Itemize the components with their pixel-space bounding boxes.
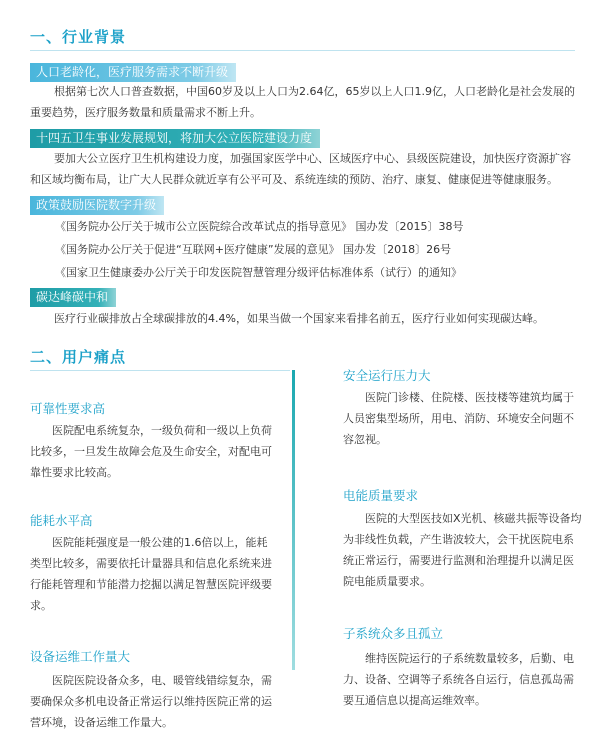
section-rule: [30, 370, 290, 371]
column-divider: [292, 370, 295, 670]
pain-point-title: 电能质量要求: [343, 488, 419, 503]
heading-policy: [30, 194, 164, 215]
policy-reference: 《国务院办公厅关于促进“互联网+医疗健康”发展的意见》 国办发〔2018〕26号: [55, 243, 452, 256]
policy-reference: 《国务院办公厅关于城市公立医院综合改革试点的指导意见》 国办发〔2015〕38号: [55, 220, 464, 233]
heading-carbon-label: 碳达峰碳中和: [30, 288, 116, 307]
paragraph-14th-plan: 要加大公立医疗卫生机构建设力度，加强国家医学中心、区域医疗中心、县级医院建设，加快医疗资源扩容和区域均衡布局，让广大人民群众就近享有公平可及、系统连续的预防、治疗、康复、健康促进等健康服务。: [30, 152, 571, 186]
policy-reference: 《国家卫生健康委办公厅关于印发医院智慧管理分级评估标准体系（试行）的通知》: [55, 266, 462, 279]
pain-point-title: 子系统众多且孤立: [343, 626, 444, 641]
heading-aging: [30, 61, 236, 82]
heading-policy-label: 政策鼓励医院数字升级: [30, 196, 164, 215]
section-title-background: 一、行业背景: [30, 28, 127, 46]
paragraph-carbon: 医疗行业碳排放占全球碳排放的4.4%，如果当做一个国家来看排名前五，医疗行业如何实现碳达峰。: [54, 312, 544, 325]
section-title-pain-points: 二、用户痛点: [30, 348, 127, 366]
pain-point-text: 医院的大型医技如X光机、核磁共振等设备均为非线性负载，产生谐波较大，会干扰医院电系统正常运行，需要进行监测和治理提升以满足医院电能质量要求。: [343, 512, 582, 588]
heading-carbon: [30, 286, 116, 307]
pain-point-text: 医院门诊楼、住院楼、医技楼等建筑均属于人员密集型场所，用电、消防、环境安全问题不容忽视。: [343, 391, 574, 446]
heading-14th-plan-label: 十四五卫生事业发展规划，将加大公立医院建设力度: [30, 129, 320, 148]
pain-point-title: 能耗水平高: [30, 513, 93, 528]
pain-point-title: 设备运维工作量大: [30, 649, 131, 664]
pain-point-text: 医院配电系统复杂，一级负荷和一级以上负荷比较多，一旦发生故障会危及生命安全，对配电可靠性要求比较高。: [30, 424, 272, 479]
paragraph-aging: 根据第七次人口普查数据，中国60岁及以上人口为2.64亿，65岁以上人口1.9亿，人口老龄化是社会发展的重要趋势，医疗服务数量和质量需求不断上升。: [30, 85, 575, 119]
pain-point-text: 医院医院设备众多，电、暖管线错综复杂，需要确保众多机电设备正常运行以维持医院正常的运营环境，设备运维工作量大。: [30, 674, 272, 729]
pain-point-text: 医院能耗强度是一般公建的1.6倍以上，能耗类型比较多，需要依托计量器具和信息化系统来进行能耗管理和节能潜力挖掘以满足智慧医院评级要求。: [30, 536, 272, 612]
pain-point-title: 安全运行压力大: [343, 368, 431, 383]
heading-14th-plan: [30, 127, 320, 148]
pain-point-text: 维持医院运行的子系统数量较多，后勤、电力、设备、空调等子系统各自运行，信息孤岛需要互通信息以提高运维效率。: [343, 652, 574, 707]
section-rule: [30, 50, 575, 51]
heading-aging-label: 人口老龄化，医疗服务需求不断升级: [30, 63, 236, 82]
pain-point-title: 可靠性要求高: [30, 401, 106, 416]
